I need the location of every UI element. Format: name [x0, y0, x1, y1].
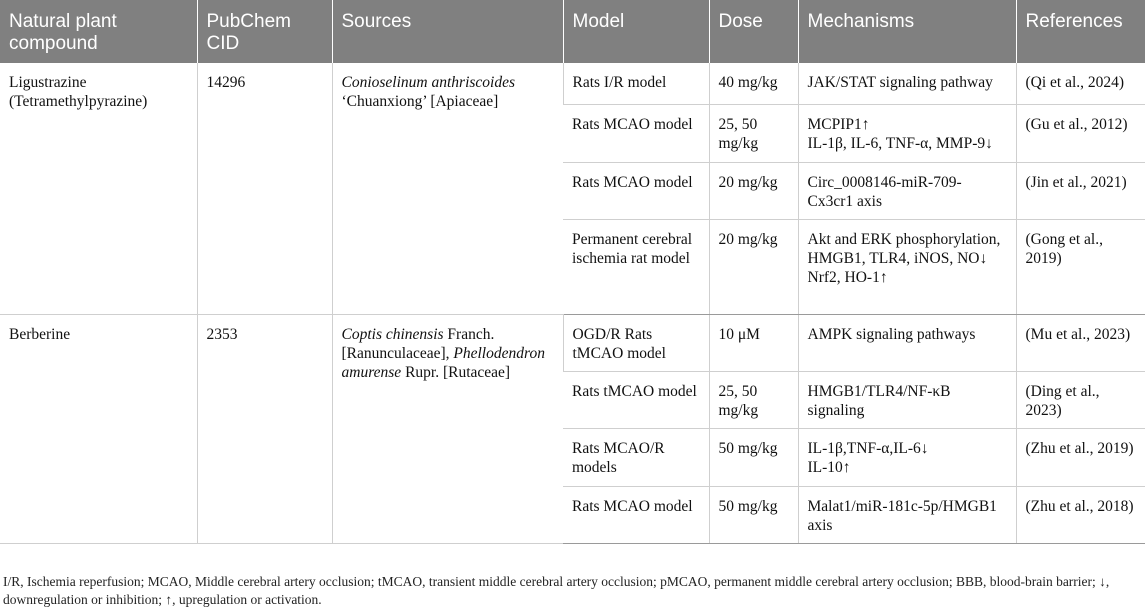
reference-cell: (Qi et al., 2024)	[1016, 63, 1145, 104]
table-row	[0, 314, 1145, 371]
mechanism-cell	[798, 63, 1016, 104]
dose-cell: 40 mg/kg	[709, 63, 798, 104]
reference-cell: (Zhu et al., 2019)	[1016, 428, 1145, 486]
model-cell: Rats tMCAO model	[563, 371, 709, 428]
dose-cell: 25, 50 mg/kg	[709, 371, 798, 428]
mechanism-line: Malat1/miR-181c-5p/HMGB1 axis	[807, 497, 997, 534]
reference-cell: (Ding et al., 2023)	[1016, 371, 1145, 428]
model-cell: OGD/R Rats tMCAO model	[563, 314, 709, 371]
compound-name: Berberine	[0, 314, 197, 543]
model-cell: Rats MCAO/R models	[563, 428, 709, 486]
dose-cell: 50 mg/kg	[709, 428, 798, 486]
model-cell: Rats MCAO model	[563, 486, 709, 543]
dose-cell: 10 μM	[709, 314, 798, 371]
model-cell: Rats MCAO model	[563, 162, 709, 219]
source-text: Franch. [Ranunculaceae],	[341, 325, 495, 362]
mechanism-cell	[798, 104, 1016, 162]
mechanism-line: Akt and ERK phosphorylation, HMGB1, TLR4, iNOS, NO↓	[807, 230, 1001, 267]
mechanism-line: IL-10↑	[807, 458, 851, 476]
header-row	[0, 0, 1145, 63]
mechanism-line: AMPK signaling pathways	[807, 325, 976, 343]
reference-cell: (Mu et al., 2023)	[1016, 314, 1145, 371]
mechanism-line: JAK/STAT signaling pathway	[807, 74, 993, 91]
mechanism-cell	[798, 314, 1016, 371]
mechanism-cell	[798, 371, 1016, 428]
reference-cell: (Zhu et al., 2018)	[1016, 486, 1145, 543]
header-mechanisms: Mechanisms	[798, 0, 1016, 63]
header-compound: Natural plant compound	[0, 0, 197, 63]
mechanism-line: MCPIP1↑	[807, 115, 870, 133]
compound-cid: 14296	[197, 63, 332, 314]
source-species: Phellodendron amurense	[341, 344, 545, 381]
compound-name: Ligustrazine (Tetramethylpyrazine)	[0, 63, 197, 314]
mechanism-line: Circ_0008146-miR-709-Cx3cr1 axis	[807, 173, 962, 210]
mechanism-cell	[798, 162, 1016, 219]
source-species: Conioselinum anthriscoides	[341, 74, 516, 91]
mechanism-line: IL-1β, IL-6, TNF-α, MMP-9↓	[807, 134, 993, 152]
mechanism-cell	[798, 219, 1016, 314]
mechanism-line: HMGB1/TLR4/NF-κB signaling	[807, 382, 951, 419]
compound-sources	[332, 63, 563, 314]
reference-cell: (Jin et al., 2021)	[1016, 162, 1145, 219]
model-cell: Rats MCAO model	[563, 104, 709, 162]
compound-sources	[332, 314, 563, 543]
reference-cell: (Gu et al., 2012)	[1016, 104, 1145, 162]
header-references: References	[1016, 0, 1145, 63]
source-species: Coptis chinensis	[341, 325, 444, 343]
table-row	[0, 63, 1145, 104]
source-text: Rupr. [Rutaceae]	[405, 363, 511, 381]
dose-cell: 50 mg/kg	[709, 486, 798, 543]
header-cid: PubChem CID	[197, 0, 332, 63]
mechanism-line: Nrf2, HO-1↑	[807, 268, 888, 286]
dose-cell: 20 mg/kg	[709, 162, 798, 219]
reference-cell: (Gong et al., 2019)	[1016, 219, 1145, 314]
model-cell: Rats I/R model	[563, 63, 709, 104]
mechanism-cell	[798, 486, 1016, 543]
dose-cell: 25, 50 mg/kg	[709, 104, 798, 162]
header-sources: Sources	[332, 0, 563, 63]
header-dose: Dose	[709, 0, 798, 63]
model-cell: Permanent cerebral ischemia rat model	[563, 219, 709, 314]
compound-cid: 2353	[197, 314, 332, 543]
source-text: ‘Chuanxiong’ [Apiaceae]	[341, 93, 499, 110]
mechanism-cell	[798, 428, 1016, 486]
table-footnote: I/R, Ischemia reperfusion; MCAO, Middle cerebral artery occlusion; tMCAO, transient middle cerebral artery occlusion; pMCAO, permanent middle cerebral artery occlusion; BBB, blood-brain barrier; ↓, downregulation or inhibition; ↑, upregulation or activation.	[3, 574, 1110, 607]
dose-cell: 20 mg/kg	[709, 219, 798, 314]
mechanism-line: IL-1β,TNF-α,IL-6↓	[807, 439, 929, 457]
header-model: Model	[563, 0, 709, 63]
